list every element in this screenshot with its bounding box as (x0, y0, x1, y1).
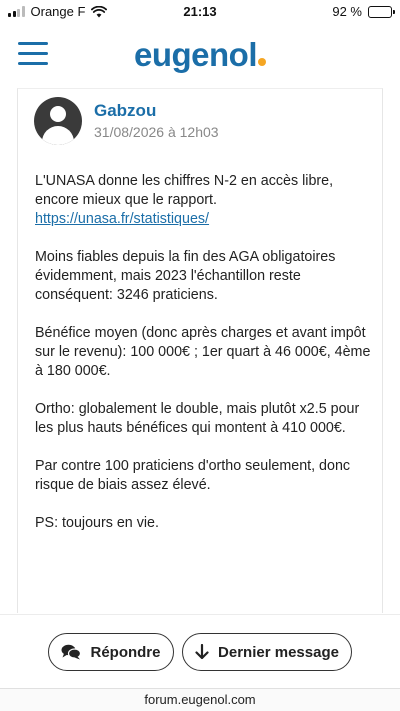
post-paragraph: Par contre 100 praticiens d'ortho seulement, donc risque de biais assez élevé. (35, 458, 351, 493)
post-paragraph: Ortho: globalement le double, mais plutôt x2.5 pour les plus hauts bénéfices qui montent à 410 000€. (35, 401, 360, 436)
reply-label: Répondre (90, 643, 161, 661)
post-paragraph: Moins fiables depuis la fin des AGA obligatoires évidemment, mais 2023 l'échantillon reste conséquent: 3246 praticiens. (35, 249, 336, 303)
post-paragraph: PS: toujours en vie. (35, 515, 159, 531)
post-paragraph (35, 172, 375, 229)
post-content (35, 172, 375, 552)
avatar[interactable] (34, 97, 82, 145)
paragraph-text: L'UNASA donne les chiffres N-2 en accès libre, encore mieux que le rapport. (35, 173, 334, 208)
action-bar (0, 614, 400, 688)
logo-text: eugenol (134, 36, 258, 73)
last-message-button[interactable] (182, 633, 352, 671)
url-bar[interactable] (0, 688, 400, 711)
logo-dot (258, 58, 266, 66)
arrow-down-icon (195, 644, 209, 660)
hamburger-menu-icon[interactable] (18, 42, 48, 66)
battery-icon (368, 6, 392, 18)
status-time: 21:13 (183, 4, 217, 19)
site-logo[interactable] (134, 36, 266, 74)
carrier-name: Orange F (30, 4, 86, 19)
post-paragraph: Bénéfice moyen (donc après charges et avant impôt sur le revenu): 100 000€ ; 1er quart à 46 000€, 4ème à 180 000€. (35, 325, 371, 379)
status-bar (0, 0, 400, 24)
status-right (332, 4, 392, 19)
forum-post (17, 88, 383, 613)
battery-percent: 92 % (332, 4, 362, 19)
chat-bubbles-icon (61, 644, 81, 660)
last-message-label: Dernier message (218, 643, 339, 661)
url-domain: forum.eugenol.com (144, 692, 256, 707)
post-date: 31/08/2026 à 12h03 (94, 124, 219, 140)
reply-button[interactable] (48, 633, 174, 671)
site-header (0, 24, 400, 86)
statistics-link[interactable]: https://unasa.fr/statistiques/ (35, 211, 210, 227)
post-author[interactable]: Gabzou (94, 101, 157, 120)
